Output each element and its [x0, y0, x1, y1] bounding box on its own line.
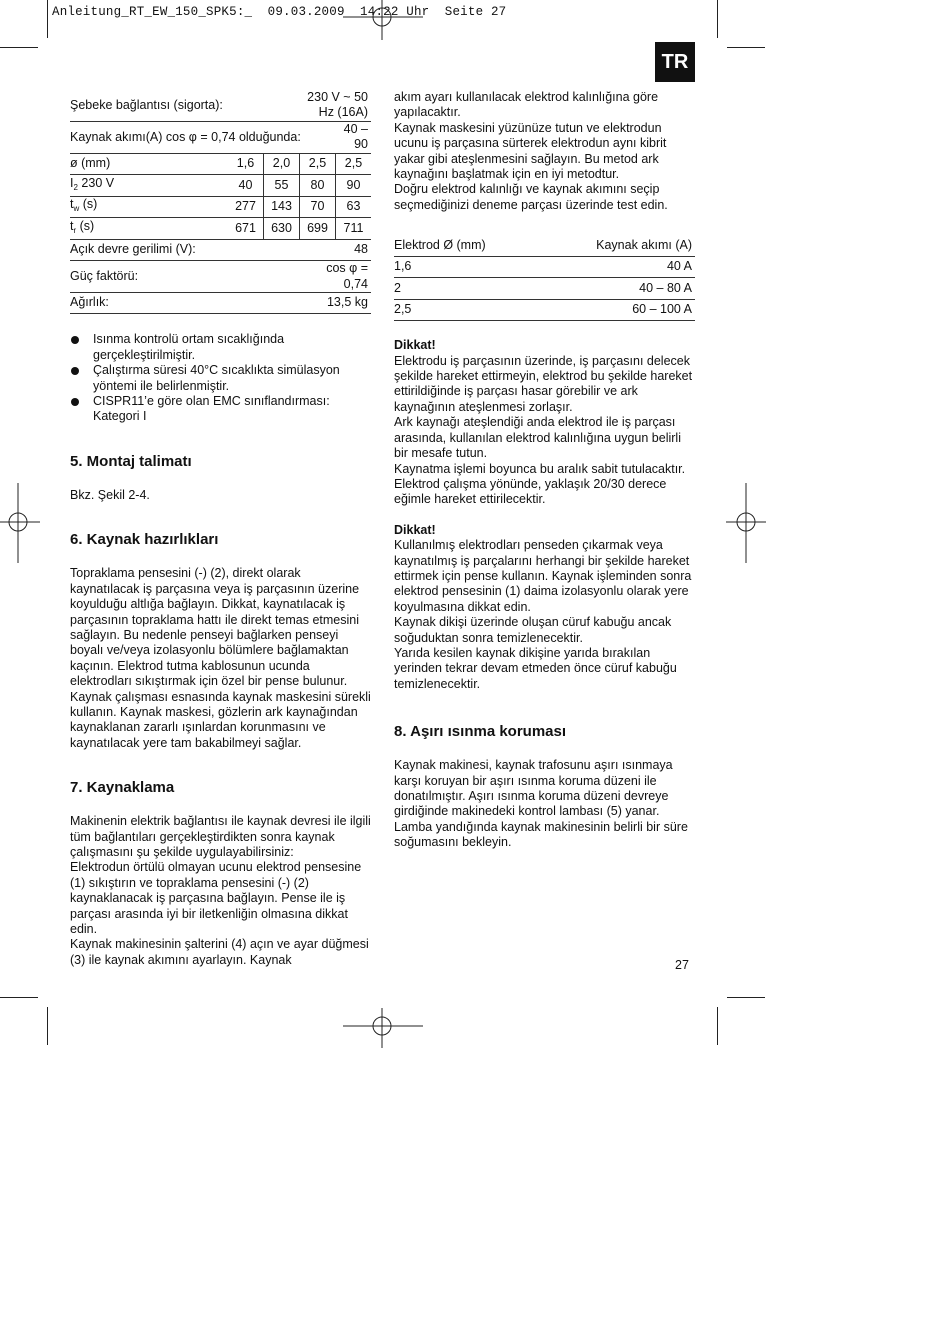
table-row — [70, 121, 371, 153]
section-title: 5. Montaj talimatı — [70, 452, 192, 470]
registration-mark-icon — [0, 483, 40, 563]
language-badge: TR — [655, 42, 695, 82]
power-factor-label: Güç faktörü: — [70, 261, 300, 293]
column-header: Elektrod Ø (mm) — [394, 235, 539, 256]
crop-mark — [727, 997, 765, 998]
registration-mark-icon — [343, 0, 423, 40]
paragraph: Makinenin elektrik bağlantısı ile kaynak devresi ile ilgili tüm bağlantıları gerçekleştirdikten sonra kaynak çalışmasını şu şekilde uygulayabilirsiniz: — [70, 814, 371, 859]
diameter-label: ø (mm) — [70, 153, 228, 175]
page-number: 27 — [675, 958, 689, 972]
paragraph: Doğru elektrod kalınlığı ve kaynak akımını seçip seçmediğinizi deneme parçası üzerinde test edin. — [394, 182, 668, 212]
paragraph: Yarıda kesilen kaynak dikişine yarıda bırakılan yerinden tekrar devam etmeden önce cüruf kabuğu temizlenecektir. — [394, 645, 677, 691]
current-label: Kaynak akımı(A) cos φ = 0,74 olduğunda: — [70, 121, 336, 153]
paragraph: Kaynak makinesi, kaynak trafosunu aşırı ısınmaya karşı koruyan bir aşırı ısınma koruma düzeni ile donatılmıştır. Aşırı ısınma koruma düzeni devreye girdiğinde makinedeki kontrol lambası (5) yanar. Lamba yandığında kaynak makinesinin belirli bir süre soğumasını bekleyin. — [394, 758, 688, 850]
table-cell: 1,6 — [228, 153, 264, 175]
paragraph: Elektrodu iş parçasının üzerinde, iş parçasını delecek şekilde hareket ettirmeyin, elektrod bu şekilde hareket ettirildiğinde iş parçası hasar görebilir ve ark kaynağının ateşlenmesi zorlaşır. — [394, 353, 693, 414]
crop-mark — [47, 1007, 48, 1045]
paragraph: Ark kaynağı ateşlendiği anda elektrod ile iş parçası arasında, kullanılan elektrod kalınlığına uygun belirli bir mesafe tutun. — [394, 415, 681, 461]
tw-row-label: $t_w$ (s) — [70, 196, 228, 218]
table-row — [394, 299, 695, 321]
caution-title: Dikkat! — [394, 338, 436, 353]
table-cell: 90 — [336, 175, 372, 197]
crop-mark — [727, 47, 765, 48]
paragraph: Topraklama pensesini (-) (2), direkt olarak kaynatılacak iş parçasına veya iş parçasının üzerine koyulduğu altlığa bağlayın. Dikkat, kaynatılacak iş parçasının topraklama hattı ile direkt temas etmesini sağlayın. Bu nedenle penseyi bağlarken penseyi boyalı ve/veya izolasyonlu bölümlere bağlamaktan kaçının. Elektrod tutma kablosunun ucunda elektrodları sıkıştırmak için özel bir pense bulunur. Kaynak çalışması esnasında kaynak maskesini sürekli kullanın. Kaynak maskesi, gözlerin ark kaynağından kaynaklanan zararlı ışınlardan korunmasını ve kaynatılacak yere tam bakabilmeyi sağlar. — [70, 566, 371, 750]
crop-mark — [47, 0, 48, 38]
table-cell: 55 — [264, 175, 300, 197]
table-cell: 40 – 80 A — [539, 278, 695, 300]
table-row — [70, 292, 371, 314]
paragraph: Bkz. Şekil 2-4. — [70, 487, 150, 502]
list-item: Çalıştırma süresi 40°C sıcaklıkta simülasyon yöntemi ile belirlenmiştir. — [70, 363, 372, 394]
bullet-icon — [71, 367, 79, 375]
table-cell: 2,5 — [336, 153, 372, 175]
mains-label: Şebeke bağlantısı (sigorta): — [70, 90, 300, 121]
table-cell: 143 — [264, 196, 300, 218]
column-header: Kaynak akımı (A) — [539, 235, 695, 256]
paragraph: Kaynak dikişi üzerinde oluşan cüruf kabuğu ancak soğuduktan sonra temizlenecektir. — [394, 615, 672, 645]
list-item: CISPR11’e göre olan EMC sınıflandırması: Kategori I — [70, 394, 372, 425]
table-cell: 2 — [394, 278, 539, 300]
table-row — [70, 261, 371, 293]
table-row — [70, 218, 371, 240]
crop-mark — [717, 0, 718, 38]
open-voltage-value: 48 — [336, 239, 372, 261]
table-row — [70, 239, 371, 261]
table-cell: 40 — [228, 175, 264, 197]
list-item: Isınma kontrolü ortam sıcaklığında gerçekleştirilmiştir. — [70, 332, 372, 363]
table-cell: 2,5 — [394, 299, 539, 321]
current-row-label: $I_2$ 230 V — [70, 175, 228, 197]
bullet-icon — [71, 336, 79, 344]
crop-mark — [717, 1007, 718, 1045]
open-voltage-label: Açık devre gerilimi (V): — [70, 239, 336, 261]
crop-mark — [0, 47, 38, 48]
spec-table — [70, 90, 371, 314]
tr-row-label: $t_r$ (s) — [70, 218, 228, 240]
paragraph: Kaynak makinesinin şalterini (4) açın ve ayar düğmesi (3) ile kaynak akımını ayarlayın. Kaynak — [70, 937, 369, 967]
paragraph: Kaynak maskesini yüzünüze tutun ve elektrodun ucunu iş parçasına sürterek elektrodun aynı kibrit yakar gibi ateşlenmesini sağlayın. Bu metod ark kaynağını başlatmak için en iyi metodtur. — [394, 120, 667, 182]
table-cell: 277 — [228, 196, 264, 218]
weight-value: 13,5 kg — [300, 292, 372, 314]
crop-mark — [0, 997, 38, 998]
table-row — [394, 278, 695, 300]
table-header-row — [394, 235, 695, 256]
table-row — [70, 175, 371, 197]
left-column — [70, 90, 372, 968]
current-value: 40 – 90 — [336, 121, 372, 153]
table-row — [70, 196, 371, 218]
table-cell: 699 — [300, 218, 336, 240]
section-title: 7. Kaynaklama — [70, 779, 175, 797]
table-cell: 711 — [336, 218, 372, 240]
right-column — [394, 90, 696, 851]
power-factor-value: cos φ = 0,74 — [300, 261, 372, 293]
registration-mark-icon — [343, 1008, 423, 1048]
table-cell: 70 — [300, 196, 336, 218]
table-cell: 63 — [336, 196, 372, 218]
table-cell: 671 — [228, 218, 264, 240]
paragraph: Elektrodun örtülü olmayan ucunu elektrod pensesine (1) sıkıştırın ve topraklama pensesini (-) (2) kaynaklanacak iş parçasına bağlayın. Pense ile iş parçası arasında iyi bir iletkenliğin olmasına dikkat edin. — [70, 860, 362, 936]
table-cell: 2,0 — [264, 153, 300, 175]
table-cell: 60 – 100 A — [539, 299, 695, 321]
paragraph: akım ayarı kullanılacak elektrod kalınlığına göre yapılacaktır. — [394, 90, 659, 120]
table-cell: 80 — [300, 175, 336, 197]
mains-value: 230 V ~ 50 Hz (16A) — [300, 90, 372, 121]
table-cell: 2,5 — [300, 153, 336, 175]
section-title: 6. Kaynak hazırlıkları — [70, 531, 219, 549]
paragraph: Kaynatma işlemi boyunca bu aralık sabit tutulacaktır. Elektrod çalışma yönünde, yaklaşık 20/30 derece eğimle hareket ettirilecektir. — [394, 461, 686, 507]
registration-mark-icon — [726, 483, 766, 563]
notes-list — [70, 332, 372, 424]
caution-title: Dikkat! — [394, 522, 436, 537]
table-row — [70, 153, 371, 175]
section-title: 8. Aşırı ısınma koruması — [394, 723, 567, 741]
table-row — [70, 90, 371, 121]
paragraph: Kullanılmış elektrodları penseden çıkarmak veya kaynatılmış iş parçalarını herhangi bir şekilde hareket ettirmek için pense kullanın. Kaynak işleminden sonra elektrod pensesinin (1) daima izolasyonlu olarak yere koyulmasına dikkat edin. — [394, 538, 692, 614]
table-cell: 630 — [264, 218, 300, 240]
table-cell: 40 A — [539, 256, 695, 278]
print-slug: Anleitung_RT_EW_150_SPK5:_ 09.03.2009 14:22 Uhr Seite 27 — [52, 5, 507, 19]
table-cell: 1,6 — [394, 256, 539, 278]
weight-label: Ağırlık: — [70, 292, 300, 314]
table-row — [394, 256, 695, 278]
bullet-icon — [71, 398, 79, 406]
electrode-table — [394, 235, 695, 321]
